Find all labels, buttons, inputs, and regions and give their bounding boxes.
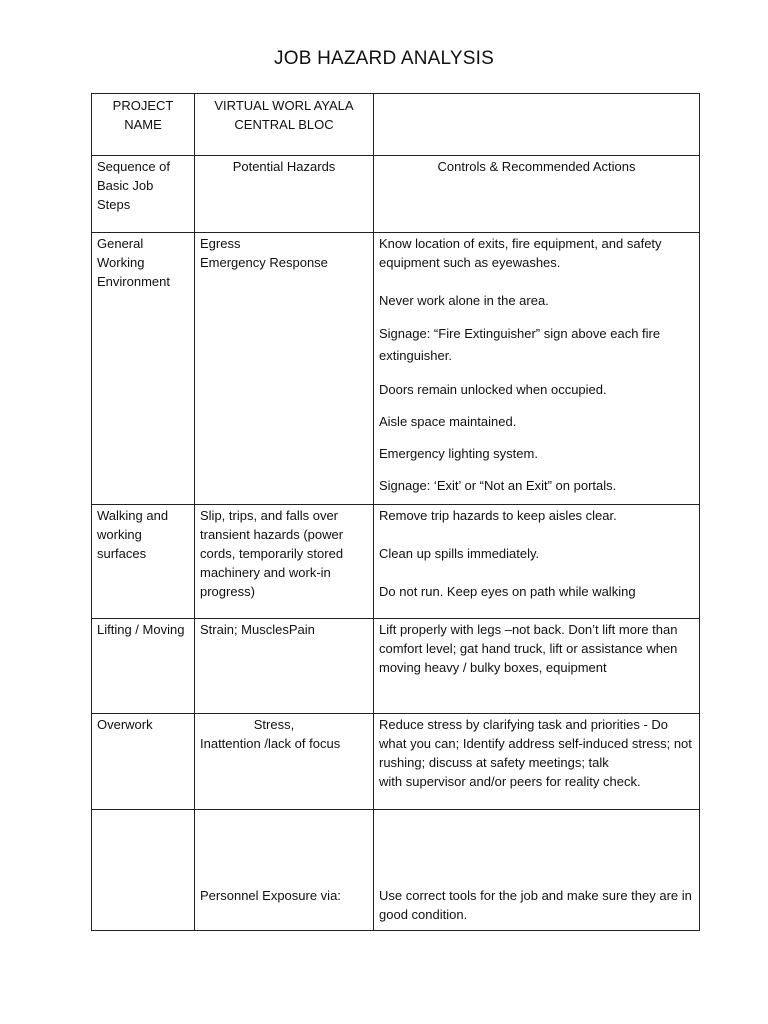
hazard-text: Emergency Response [200,255,328,270]
controls-cell [374,810,700,931]
control-text: Never work alone in the area. [379,293,549,308]
table-row [92,505,700,619]
project-value-line2: CENTRAL BLOC [234,117,334,132]
project-label-line1: PROJECT [112,98,174,113]
header-potential-hazards: Potential Hazards [195,156,374,233]
table-row [92,233,700,505]
header-job-steps: Sequence of Basic Job Steps [92,156,195,233]
table-row [92,714,700,810]
hazard-text: Inattention /lack of focus [200,736,341,751]
hazard-text: Egress [200,236,241,251]
controls-cell [374,619,700,714]
job-step-cell: General Working Environment [92,233,195,505]
control-text: Signage: “Fire Extinguisher” sign above each fire extinguisher. [379,326,661,363]
project-label-line2: NAME [124,117,162,132]
control-text: Doors remain unlocked when occupied. [379,382,607,397]
project-row [92,94,700,156]
header-controls: Controls & Recommended Actions [374,156,700,233]
job-step-cell: Overwork [92,714,195,810]
control-text: Do not run. Keep eyes on path while walking [379,584,636,599]
project-name-value-cell [195,94,374,156]
controls-cell [374,233,700,505]
job-step-cell: Lifting / Moving [92,619,195,714]
document-title: JOB HAZARD ANALYSIS [274,48,494,69]
table-row [92,619,700,714]
control-text: with supervisor and/or peers for reality check. [379,774,641,789]
job-step-cell: Walking and working surfaces [92,505,195,619]
hazards-cell [195,810,374,931]
control-text: Aisle space maintained. [379,414,517,429]
table-row [92,810,700,931]
control-text: Clean up spills immediately. [379,546,540,561]
header-row [92,156,700,233]
project-name-label-cell [92,94,195,156]
hazard-text: Personnel Exposure via: [200,888,341,903]
controls-cell [374,505,700,619]
project-value-line1: VIRTUAL WORL AYALA [214,98,354,113]
control-text: Know location of exits, fire equipment, and safety equipment such as eyewashes. [379,236,662,270]
control-text: Emergency lighting system. [379,446,538,461]
control-text: Reduce stress by clarifying task and priorities - Do what you can; Identify address self-induced stress; not rushing; discuss at safety meetings; talk [379,717,692,770]
control-text: Lift properly with legs –not back. Don’t lift more than [379,622,678,637]
hazards-cell [195,714,374,810]
hazard-text: Stress, [253,717,295,732]
project-extra-cell [374,94,700,156]
control-text: comfort level; gat hand truck, lift or assistance when moving heavy / bulky boxes, equipment [379,641,678,675]
control-text: Use correct tools for the job and make sure they are in good condition. [379,888,692,922]
job-hazard-table [91,93,700,931]
control-text: Signage: ‘Exit’ or “Not an Exit” on portals. [379,478,617,493]
hazards-cell: Strain; MusclesPain [195,619,374,714]
hazards-cell: Slip, trips, and falls over transient hazards (power cords, temporarily stored machinery and work-in progress) [195,505,374,619]
hazards-cell [195,233,374,505]
controls-cell [374,714,700,810]
job-step-cell [92,810,195,931]
control-text: Remove trip hazards to keep aisles clear. [379,508,617,523]
